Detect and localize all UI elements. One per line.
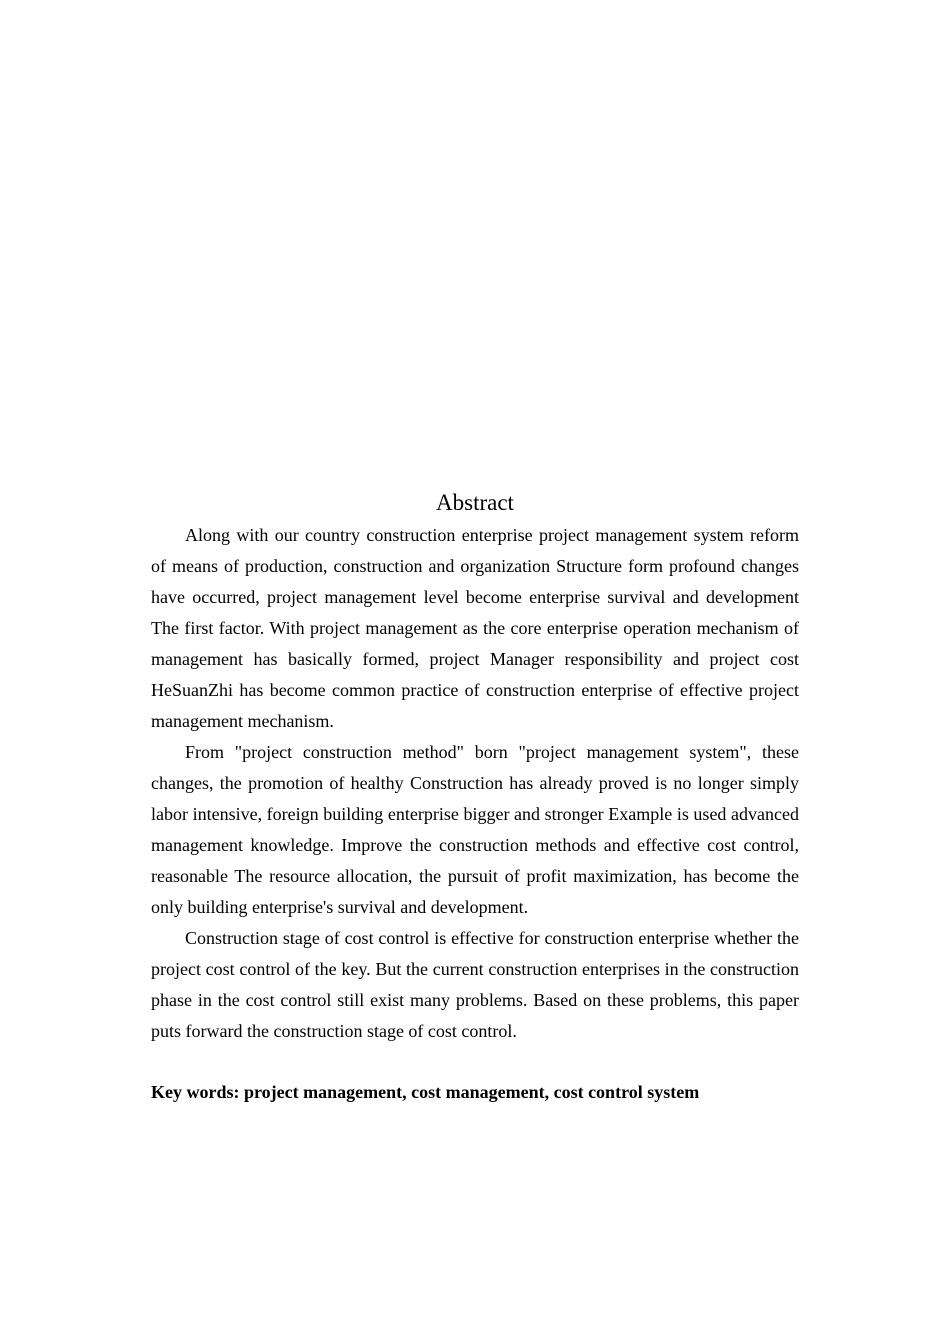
abstract-title: Abstract [436,490,514,515]
keywords-line: Key words: project management, cost management, cost control system [151,1082,700,1102]
abstract-section [151,486,799,1108]
abstract-paragraph-1: Along with our country construction enterprise project management system reform of means of production, construction and organization Structure form profound changes have occurred, project management level become enterprise survival and development The first factor. With project management as the core enterprise operation mechanism of management has basically formed, project Manager responsibility and project cost HeSuanZhi has become common practice of construction enterprise of effective project management mechanism. [151,525,799,731]
abstract-paragraph-2: From "project construction method" born "project management system", these changes, the promotion of healthy Construction has already proved is no longer simply labor intensive, foreign building enterprise bigger and stronger Example is used advanced management knowledge. Improve the construction methods and effective cost control, reasonable The resource allocation, the pursuit of profit maximization, has become the only building enterprise's survival and development. [151,742,799,917]
abstract-paragraph-3: Construction stage of cost control is effective for construction enterprise whether the project cost control of the key. But the current construction enterprises in the construction phase in the cost control still exist many problems. Based on these problems, this paper puts forward the construction stage of cost control. [151,928,799,1041]
